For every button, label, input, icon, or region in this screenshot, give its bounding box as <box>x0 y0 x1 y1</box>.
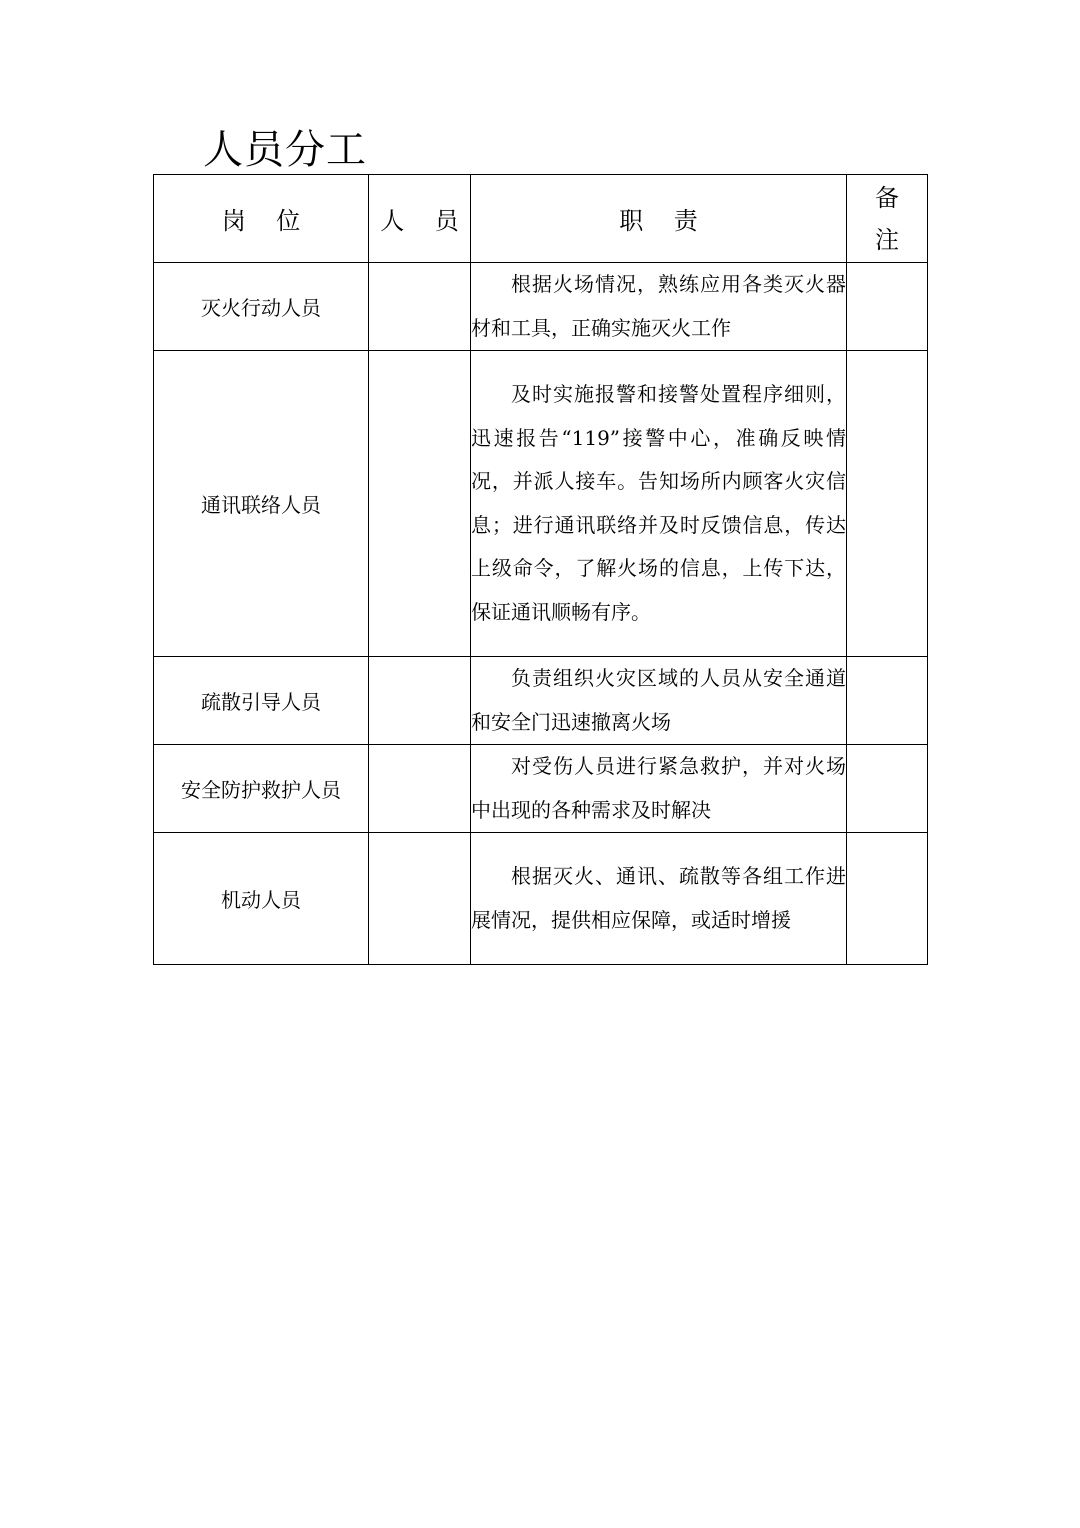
duty-cell <box>471 351 847 657</box>
header-duty: 职 责 <box>471 175 847 263</box>
duty-cell <box>471 833 847 965</box>
role-cell: 通讯联络人员 <box>154 351 369 657</box>
duty-cell <box>471 657 847 745</box>
header-note-line1: 备 <box>875 183 899 212</box>
role-cell: 灭火行动人员 <box>154 263 369 351</box>
table-row <box>154 657 928 745</box>
person-cell <box>369 657 471 745</box>
duty-text: 对受伤人员进行紧急救护，并对火场中出现的各种需求及时解决 <box>471 754 846 822</box>
header-note-line2: 注 <box>875 225 899 254</box>
table-row <box>154 833 928 965</box>
table-row <box>154 351 928 657</box>
header-note <box>847 175 928 263</box>
duty-text: 及时实施报警和接警处置程序细则，迅速报告“119”接警中心，准确反映情况，并派人接车。告知场所内顾客火灾信息；进行通讯联络并及时反馈信息，传达上级命令，了解火场的信息，上传下达，保证通讯顺畅有序。 <box>471 382 846 624</box>
header-person: 人 员 <box>369 175 471 263</box>
duty-cell <box>471 745 847 833</box>
note-cell <box>847 745 928 833</box>
table-row <box>154 745 928 833</box>
note-cell <box>847 833 928 965</box>
person-cell <box>369 745 471 833</box>
duty-text: 负责组织火灾区域的人员从安全通道和安全门迅速撤离火场 <box>471 666 846 734</box>
note-cell <box>847 657 928 745</box>
person-cell <box>369 351 471 657</box>
role-cell: 疏散引导人员 <box>154 657 369 745</box>
personnel-duty-table <box>153 174 928 965</box>
table-row <box>154 263 928 351</box>
table-header-row <box>154 175 928 263</box>
role-cell: 安全防护救护人员 <box>154 745 369 833</box>
duty-cell <box>471 263 847 351</box>
duty-text: 根据火场情况，熟练应用各类灭火器材和工具，正确实施灭火工作 <box>471 272 846 340</box>
duty-text: 根据灭火、通讯、疏散等各组工作进展情况，提供相应保障，或适时增援 <box>471 864 846 932</box>
role-cell: 机动人员 <box>154 833 369 965</box>
person-cell <box>369 833 471 965</box>
note-cell <box>847 351 928 657</box>
note-cell <box>847 263 928 351</box>
header-role: 岗 位 <box>154 175 369 263</box>
person-cell <box>369 263 471 351</box>
page-title: 人员分工 <box>203 127 367 173</box>
